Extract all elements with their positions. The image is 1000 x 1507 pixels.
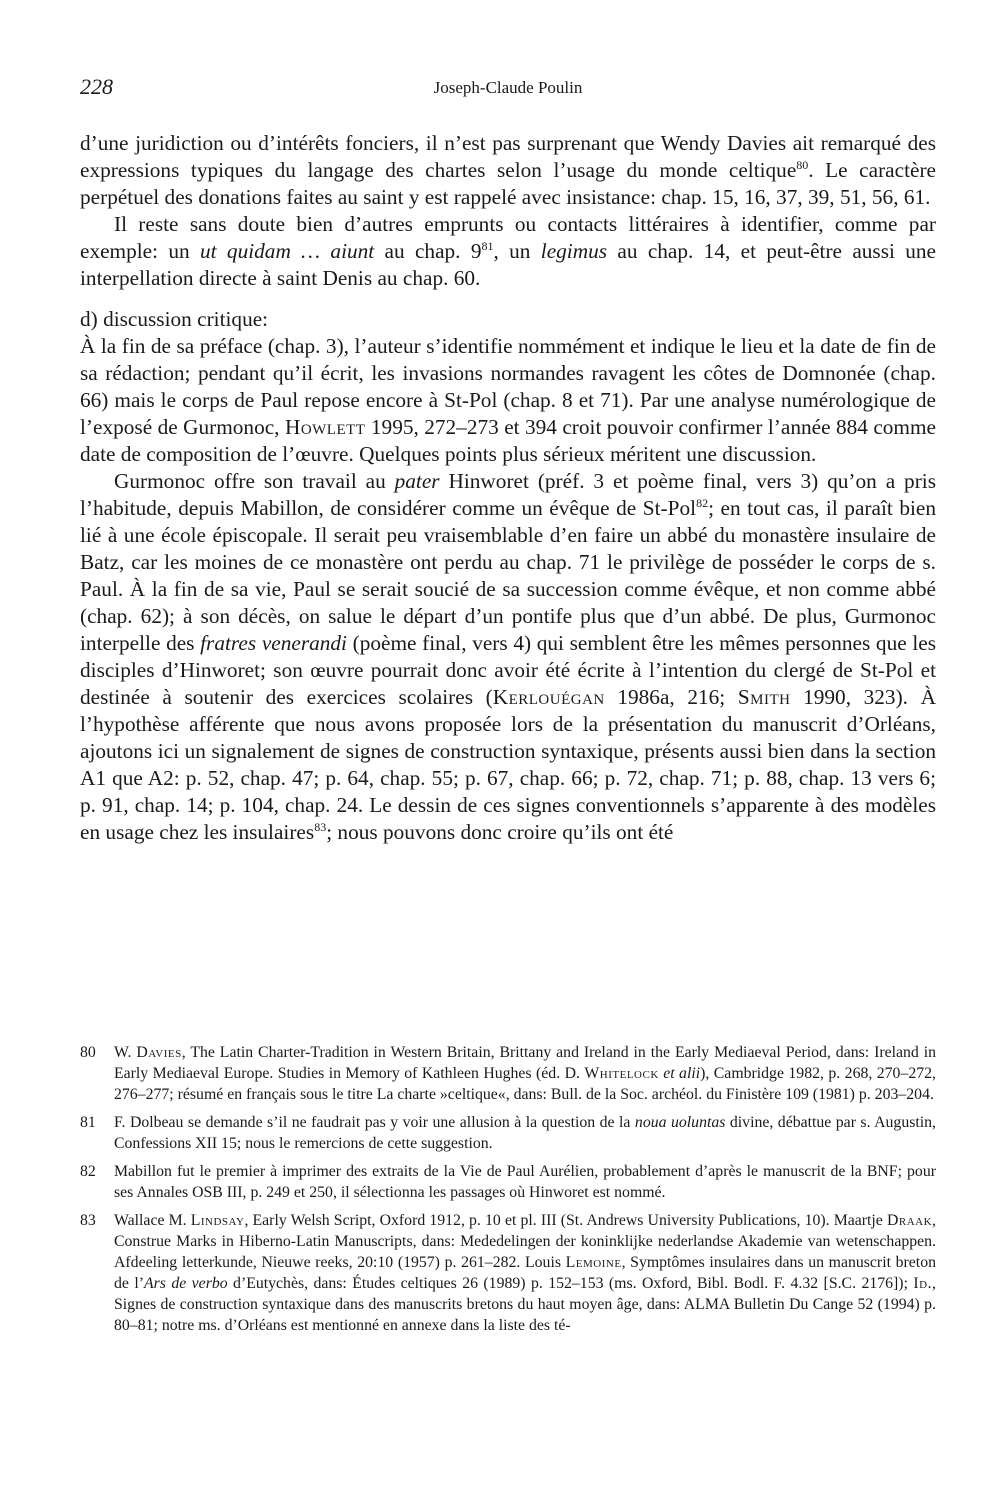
paragraph-2: Il reste sans doute bien d’autres emprunts ou contacts littéraires à identifier, comme par exemple: un ut quidam … aiunt au chap. $9^{81}$, un legimus au chap. 14, et peut-être aussi une interpellation directe à saint Denis au chap. 60. bbox=[80, 212, 937, 290]
footnote-81 bbox=[80, 1112, 936, 1154]
page-number: 228 bbox=[80, 74, 113, 99]
book-page bbox=[80, 74, 937, 1334]
paragraph-1: d’une juridiction ou d’intérêts fonciers, il n’est pas surprenant que Wendy Davies ait remarqué des expressions typiques du langage des chartes selon l’usage du monde celtique$^{80}$. Le caractère perpétuel des donations faites au saint y est rappelé avec insistance: chap. 15, 16, 37, 39, 51, 56, 61. bbox=[80, 131, 936, 209]
page-header bbox=[80, 74, 936, 114]
running-head: Joseph-Claude Poulin bbox=[433, 78, 583, 97]
footnote-text: Wallace M. Lindsay, Early Welsh Script, Oxford 1912, p. 10 et pl. III (St. Andrews University Publications, 10). Maartje Draak, Construe Marks in Hiberno-Latin Manuscripts, dans: Mededelingen der koninklijke nederlandse Akademie van wetenschappen. Afdeeling letterkunde, Nieuwe reeks, 20:10 (1957) p. 261–282. Louis Lemoine, Symptômes insulaires dans un manuscrit breton de l’Ars de verbo d’Eutychès, dans: Études celtiques 26 (1989) p. 152–153 (ms. Oxford, Bibl. Bodl. F. 4.32 [S.C. 2176]); Id., Signes de construction syntaxique dans des manuscrits bretons du haut moyen âge, dans: ALMA Bulletin Du Cange 52 (1994) p. 80–81; notre ms. d’Orléans est mentionné en annexe dans la liste des té- bbox=[114, 1212, 936, 1334]
footnote-number: 80 bbox=[80, 1044, 96, 1061]
footnote-80 bbox=[80, 1042, 936, 1105]
paragraph-3: À la fin de sa préface (chap. 3), l’auteur s’identifie nommément et indique le lieu et la date de fin de sa rédaction; pendant qu’il écrit, les invasions normandes ravagent les côtes de Domnonée (chap. 66) mais le corps de Paul repose encore à St-Pol (chap. 8 et 71). Par une analyse numérologique de l’exposé de Gurmonoc, Howlett 1995, 272–273 et 394 croit pouvoir confirmer l’année 884 comme date de composition de l’œuvre. Quelques points plus sérieux méritent une discussion. bbox=[80, 334, 937, 466]
footnote-ref-80[interactable]: 80 bbox=[796, 157, 809, 172]
footnote-83 bbox=[80, 1210, 936, 1336]
footnote-text: W. Davies, The Latin Charter-Tradition in Western Britain, Brittany and Ireland in the Early Mediaeval Period, dans: Ireland in Early Mediaeval Europe. Studies in Memory of Kathleen Hughes (éd. D. Whitelock et alii), Cambridge 1982, p. 268, 270–272, 276–277; résumé en français sous le titre La charte »celtique«, dans: Bull. de la Soc. archéol. du Finistère 109 (1981) p. 203–204. bbox=[114, 1044, 937, 1103]
footnote-text: Mabillon fut le premier à imprimer des extraits de la Vie de Paul Aurélien, probablement d’après le manuscrit de la BNF; pour ses Annales OSB III, p. 249 et 250, il sélectionna les passages où Hinworet est nommé. bbox=[114, 1163, 936, 1201]
footnotes bbox=[80, 1042, 936, 1343]
footnote-number: 83 bbox=[80, 1212, 96, 1229]
main-text bbox=[80, 130, 936, 846]
footnote-ref-83[interactable]: 83 bbox=[314, 819, 327, 834]
footnote-ref-81[interactable]: 81 bbox=[481, 238, 494, 253]
footnote-number: 81 bbox=[80, 1114, 96, 1131]
footnote-number: 82 bbox=[80, 1163, 96, 1180]
footnote-82 bbox=[80, 1161, 936, 1203]
paragraph-4: Gurmonoc offre son travail au pater Hinworet (préf. 3 et poème final, vers 3) qu’on a pris l’habitude, depuis Mabillon, de considérer comme un évêque de St-Pol$^{82}$; en tout cas, il paraît bien lié à une école épiscopale. Il serait peu vraisemblable d’en faire un abbé du monastère insulaire de Batz, car les moines de ce monastère ont perdu au chap. 71 le privilège de posséder le corps de s. Paul. À la fin de sa vie, Paul se serait soucié de sa succession comme évêque, et non comme abbé (chap. 62); à son décès, on salue le départ d’un pontife plus que d’un abbé. De plus, Gurmonoc interpelle des fratres venerandi (poème final, vers 4) qui semblent être les mêmes personnes que les disciples d’Hinworet; son œuvre pourrait donc avoir été écrite à l’intention du clergé de St-Pol et destinée à soutenir des exercices scolaires (Kerlouégan 1986a, 216; Smith 1990, 323). À l’hypothèse afférente que nous avons proposée lors de la présentation du manuscrit d’Orléans, ajoutons ici un signalement de signes de construction syntaxique, présents aussi bien dans la section A1 que A2: p. 52, chap. 47; p. 64, chap. 55; p. 67, chap. 66; p. 72, chap. 71; p. 88, chap. 13 vers 6; p. 91, chap. 14; p. 104, chap. 24. Le dessin de ces signes conventionnels s’apparente à des modèles en usage chez les insulaires$^{83}$; nous pouvons donc croire qu’ils ont été bbox=[80, 469, 936, 844]
footnote-ref-82[interactable]: 82 bbox=[696, 495, 709, 510]
section-heading: d) discussion critique: bbox=[80, 307, 269, 331]
footnote-text: F. Dolbeau se demande s’il ne faudrait pas y voir une allusion à la question de la noua uoluntas divine, débattue par s. Augustin, Confessions XII 15; nous le remercions de cette suggestion. bbox=[114, 1114, 937, 1152]
